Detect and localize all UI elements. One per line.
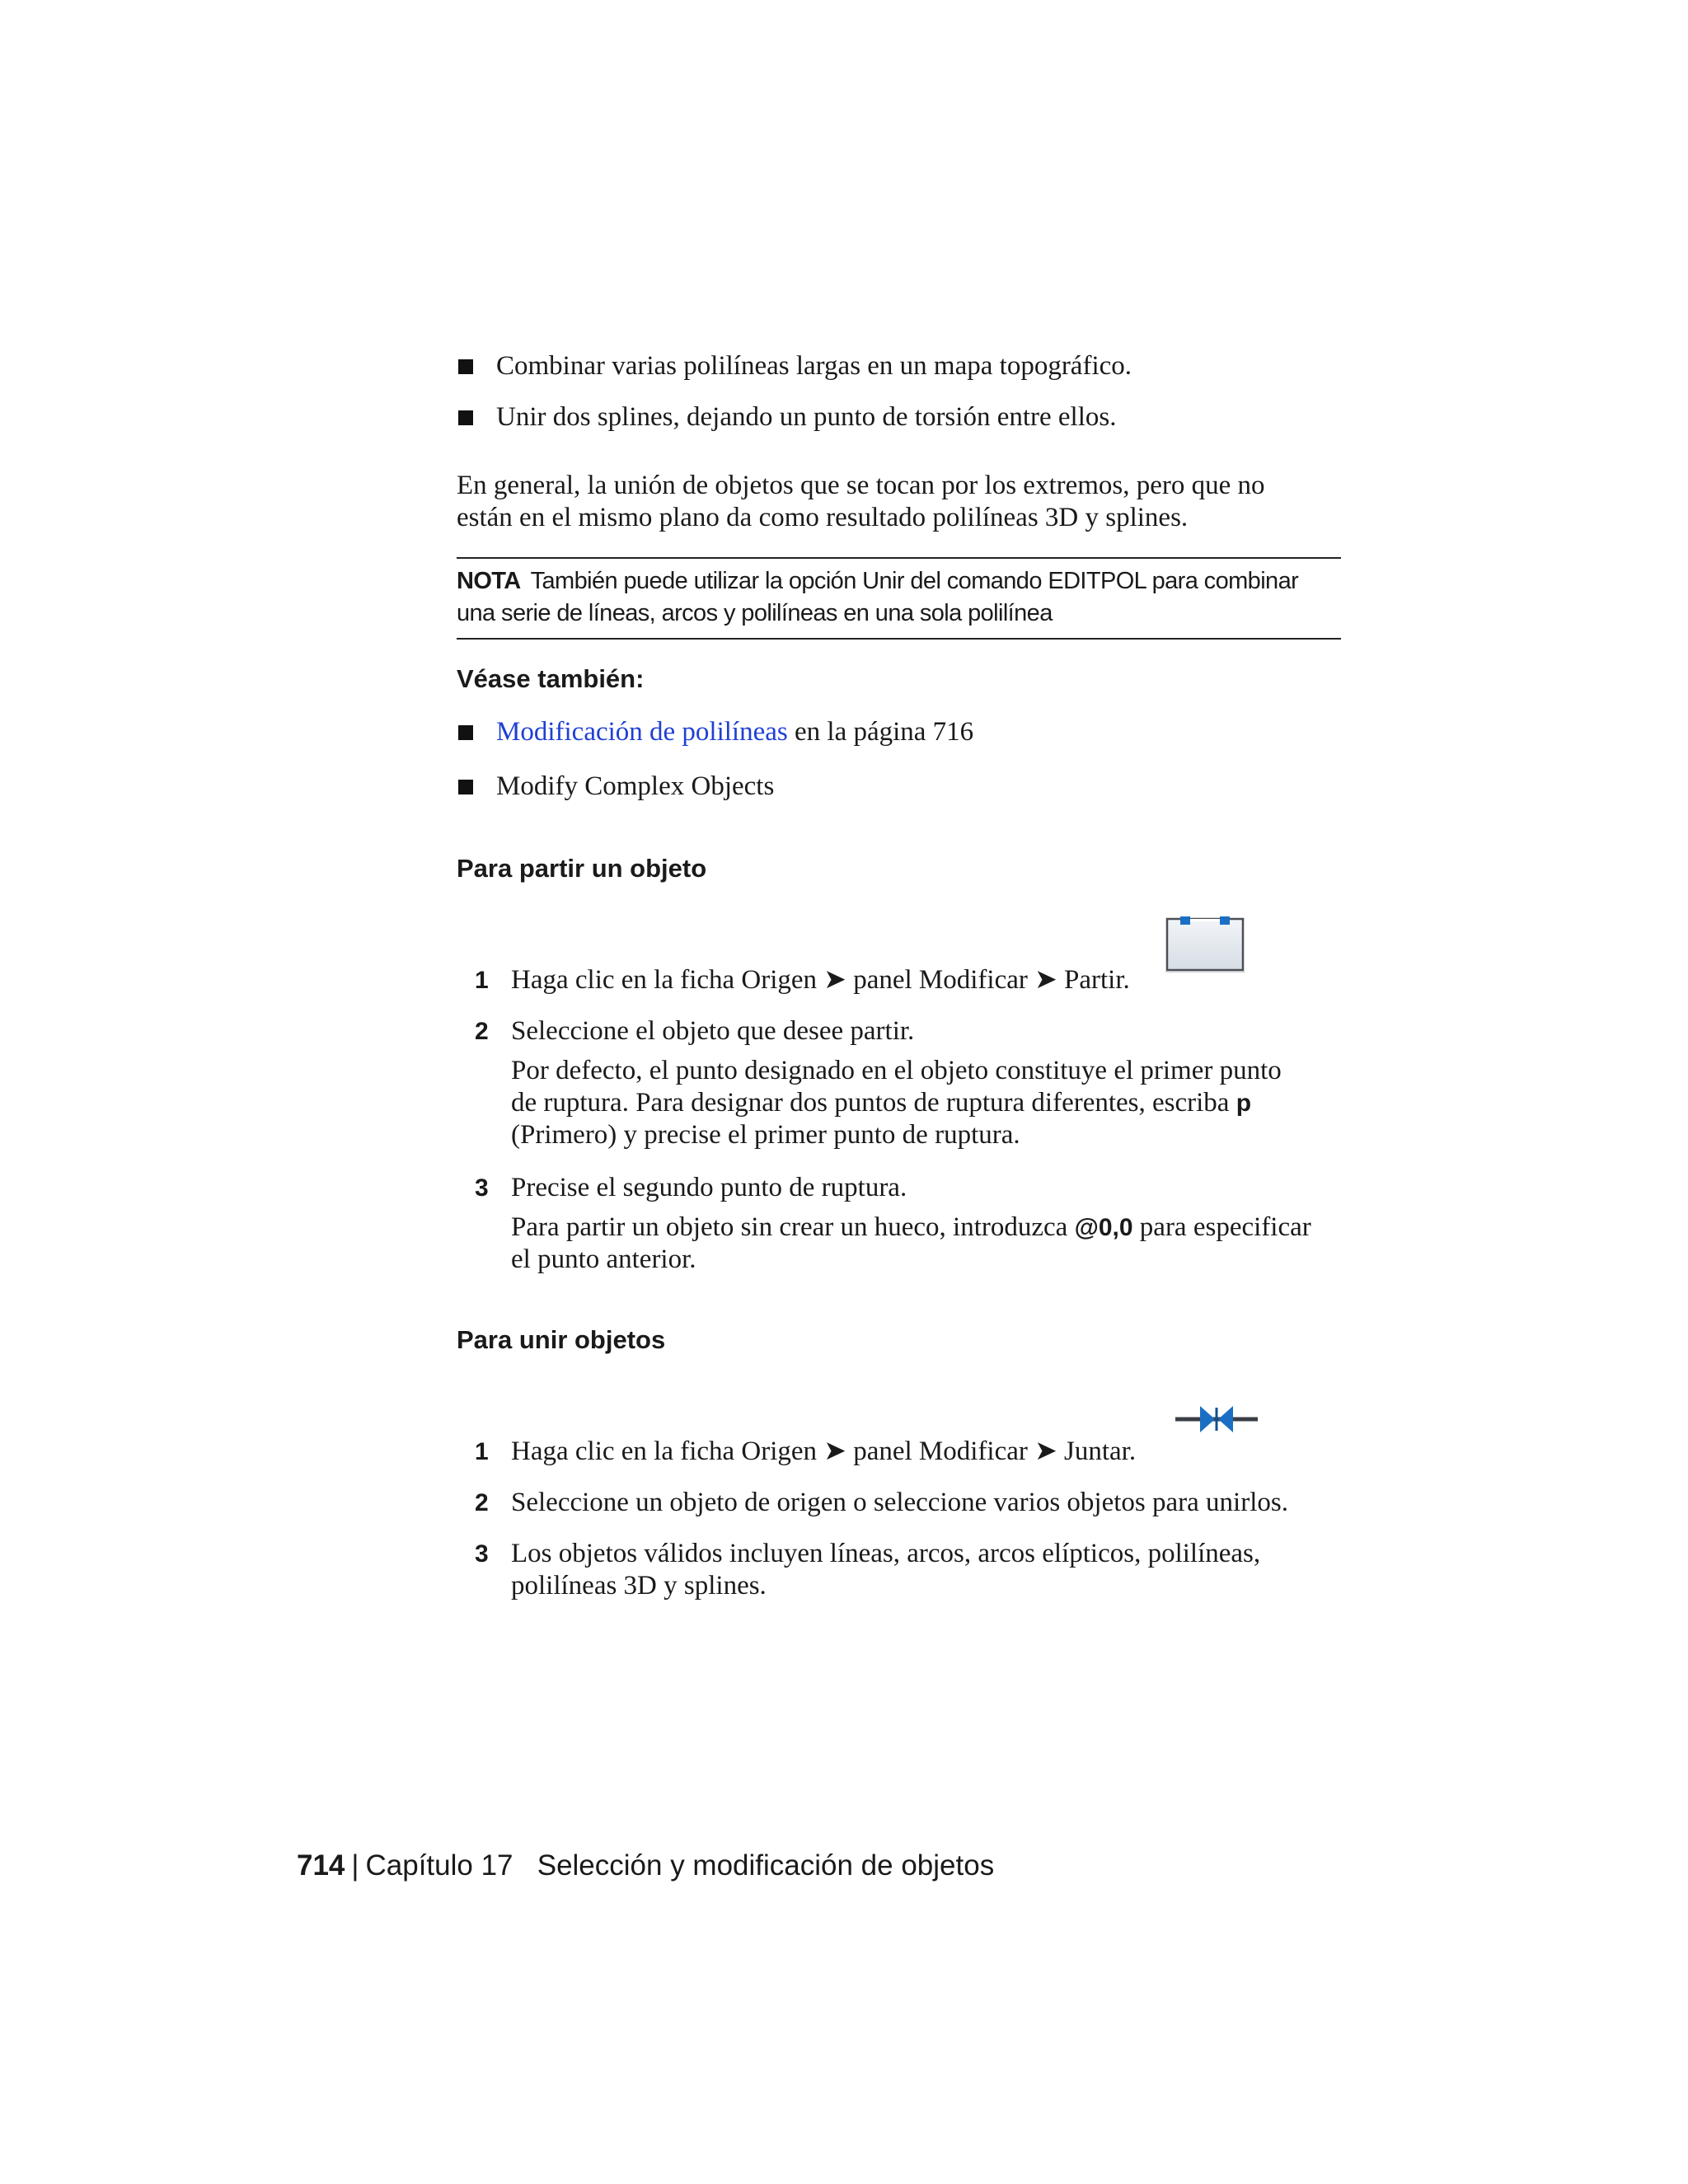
bullet-square-icon bbox=[458, 725, 473, 740]
join-tool-icon bbox=[1174, 1401, 1259, 1437]
step-text: Precise el segundo punto de ruptura. bbox=[511, 1173, 907, 1202]
step-text: Seleccione un objeto de origen o seleccione varios objetos para unirlos. bbox=[511, 1488, 1288, 1517]
bullet-square-icon bbox=[458, 410, 473, 425]
detail-text: para especificar bbox=[1132, 1212, 1311, 1242]
see-also-suffix: en la página 716 bbox=[787, 717, 974, 747]
page-number: 714 bbox=[297, 1849, 345, 1882]
see-also-link[interactable]: Modificación de polilíneas bbox=[496, 717, 788, 747]
step-number: 1 bbox=[475, 967, 489, 994]
note-line: una serie de líneas, arcos y polilíneas en una sola polilínea bbox=[457, 600, 1053, 626]
page-footer bbox=[297, 1848, 994, 1884]
detail-bold: @0,0 bbox=[1074, 1214, 1133, 1241]
see-also-text: Modify Complex Objects bbox=[496, 771, 775, 801]
detail-text: de ruptura. Para designar dos puntos de ruptura diferentes, escriba bbox=[511, 1088, 1236, 1118]
note-text bbox=[457, 565, 1341, 630]
step-text: Haga clic en la ficha Origen ➤ panel Modificar ➤ Juntar. bbox=[511, 1436, 1137, 1466]
detail-text: Para partir un objeto sin crear un hueco, introduzca bbox=[511, 1212, 1075, 1242]
step-number: 3 bbox=[475, 1174, 489, 1202]
detail-bold: p bbox=[1236, 1090, 1252, 1117]
step-line: Los objetos válidos incluyen líneas, arcos, arcos elípticos, polilíneas, bbox=[511, 1539, 1261, 1568]
detail-line: (Primero) y precise el primer punto de ruptura. bbox=[511, 1120, 1020, 1150]
break-tool-icon bbox=[1165, 916, 1245, 972]
see-also-text bbox=[496, 715, 973, 748]
note-box bbox=[457, 557, 1341, 640]
section-heading: Para partir un objeto bbox=[457, 854, 707, 883]
general-paragraph bbox=[457, 470, 1265, 534]
chapter-title: Selección y modificación de objetos bbox=[537, 1849, 995, 1882]
detail-line bbox=[511, 1212, 1341, 1244]
footer-separator: | bbox=[351, 1849, 359, 1882]
chapter-label: Capítulo 17 bbox=[365, 1849, 513, 1882]
step-text: Seleccione el objeto que desee partir. bbox=[511, 1016, 915, 1046]
detail-line bbox=[511, 1087, 1341, 1119]
section-heading: Para unir objetos bbox=[457, 1325, 666, 1354]
step-number: 1 bbox=[475, 1438, 489, 1465]
bullet-square-icon bbox=[458, 359, 473, 374]
paragraph-line: están en el mismo plano da como resultado polilíneas 3D y splines. bbox=[457, 503, 1189, 532]
note-line: También puede utilizar la opción Unir del comando EDITPOL para combinar bbox=[530, 568, 1299, 594]
step-number: 2 bbox=[475, 1489, 489, 1516]
detail-line: Por defecto, el punto designado en el objeto constituye el primer punto bbox=[511, 1056, 1282, 1085]
bullet-text: Unir dos splines, dejando un punto de torsión entre ellos. bbox=[496, 402, 1117, 432]
detail-line: el punto anterior. bbox=[511, 1244, 696, 1274]
note-label: NOTA bbox=[457, 568, 521, 594]
bullet-text: Combinar varias polilíneas largas en un mapa topográfico. bbox=[496, 351, 1132, 381]
step-text: Haga clic en la ficha Origen ➤ panel Modificar ➤ Partir. bbox=[511, 965, 1130, 995]
step-line: polilíneas 3D y splines. bbox=[511, 1571, 767, 1601]
step-text bbox=[511, 1538, 1341, 1602]
bullet-square-icon bbox=[458, 780, 473, 794]
step-number: 3 bbox=[475, 1540, 489, 1568]
paragraph-line: En general, la unión de objetos que se tocan por los extremos, pero que no bbox=[457, 471, 1265, 500]
step-number: 2 bbox=[475, 1018, 489, 1045]
step-detail bbox=[511, 1055, 1341, 1151]
step-detail bbox=[511, 1212, 1341, 1276]
see-also-heading: Véase también: bbox=[457, 664, 645, 693]
